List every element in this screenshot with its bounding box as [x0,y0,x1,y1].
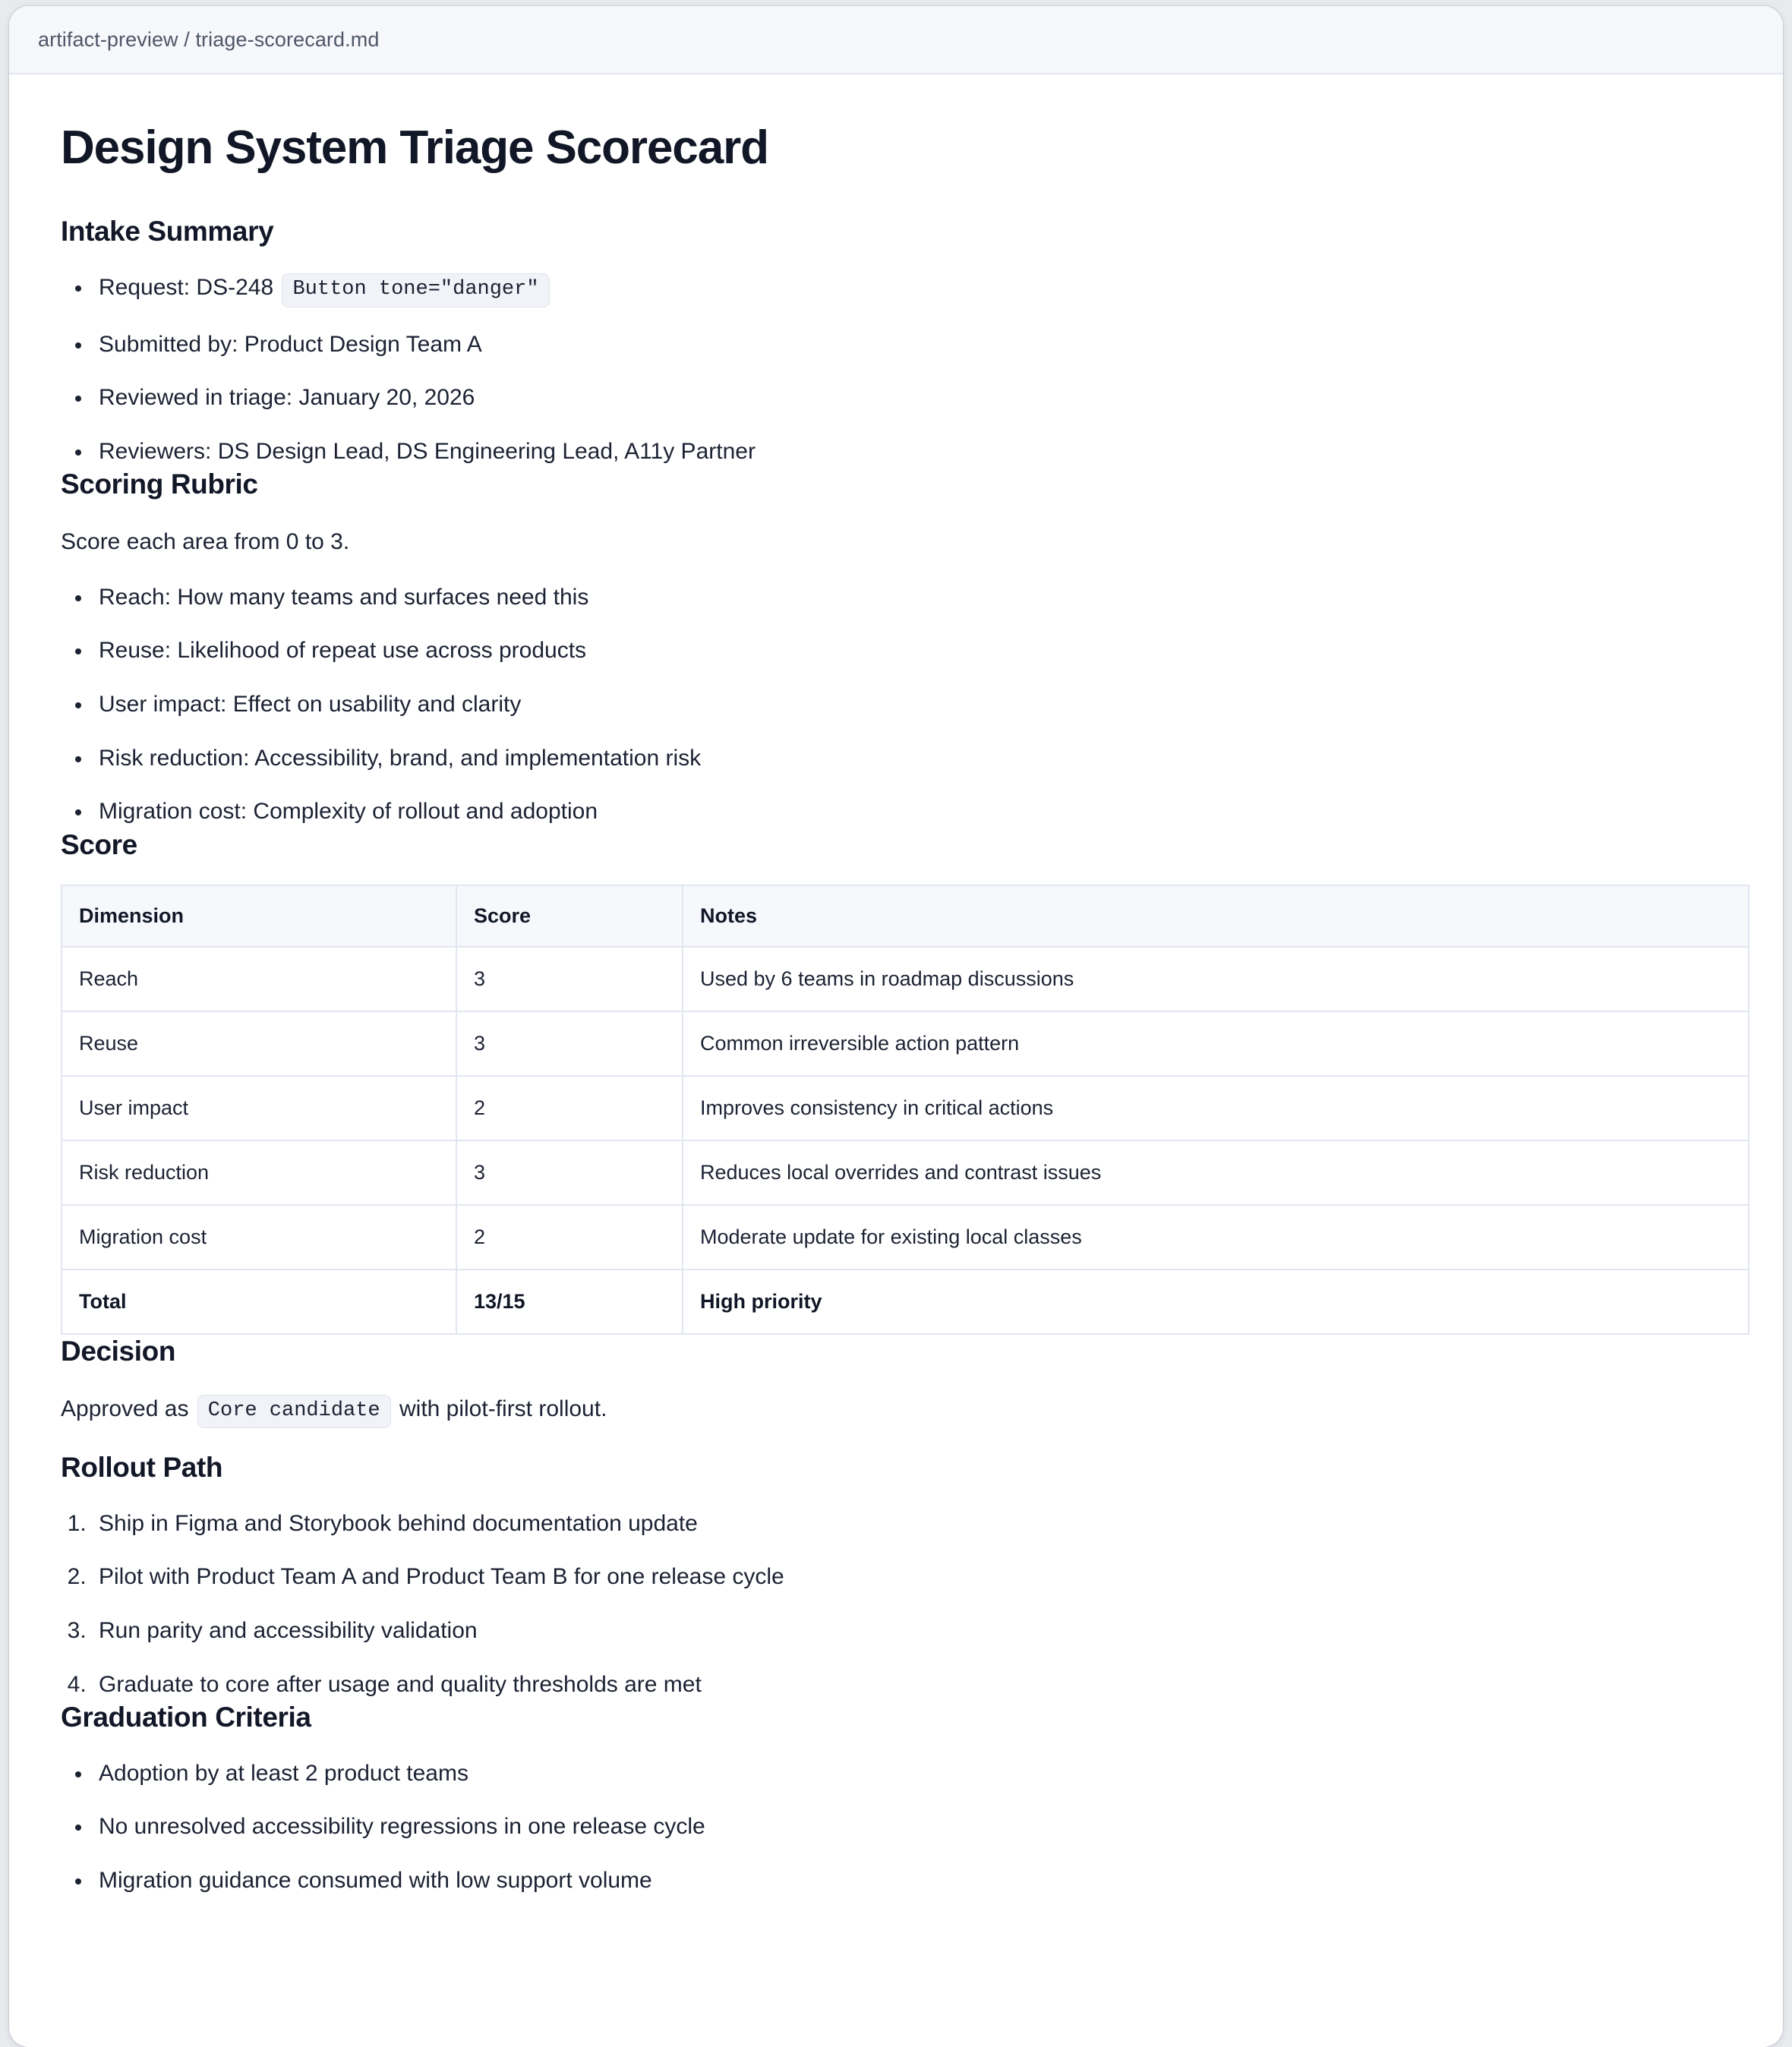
cell-dimension: Reach [62,947,456,1011]
cell-dimension: Reuse [62,1011,456,1076]
list-item: • Migration cost: Complexity of rollout and adoption [93,796,1736,828]
column-header-score: Score [456,885,683,947]
list-item: • Adoption by at least 2 product teams [93,1758,1736,1790]
score-table-body [62,947,1749,1334]
cell-notes: Moderate update for existing local classes [683,1205,1749,1270]
section-heading-rollout-path: Rollout Path [61,1452,223,1484]
cell-total-score: 13/15 [456,1270,683,1334]
cell-notes: Used by 6 teams in roadmap discussions [683,947,1749,1011]
cell-total-notes: High priority [683,1270,1749,1334]
table-header-row [62,885,1749,947]
list-item: 4. Graduate to core after usage and quality thresholds are met [93,1669,1736,1702]
titlebar [9,6,1783,74]
cell-dimension: User impact [62,1076,456,1140]
list-item: • No unresolved accessibility regressions in one release cycle [93,1811,1736,1844]
list-item: • Reach: How many teams and surfaces need this [93,582,1736,614]
cell-score: 3 [456,1011,683,1076]
score-table-head [62,885,1749,947]
list-item: • User impact: Effect on usability and clarity [93,689,1736,721]
list-item: • Reviewers: DS Design Lead, DS Engineering Lead, A11y Partner [93,436,1736,468]
list-item-text: Request: DS-248 [99,274,274,300]
score-table [61,885,1749,1335]
cell-dimension: Migration cost [62,1205,456,1270]
section-heading-intake-summary: Intake Summary [61,216,274,248]
inline-code-chip: Button tone="danger" [282,273,549,308]
column-header-dimension: Dimension [62,885,456,947]
page-title: Design System Triage Scorecard [61,121,768,174]
breadcrumb: artifact-preview / triage-scorecard.md [38,27,380,51]
list-item: • Submitted by: Product Design Team A [93,329,1736,361]
cell-notes: Improves consistency in critical actions [683,1076,1749,1140]
list-item: • Reviewed in triage: January 20, 2026 [93,382,1736,415]
table-row-total [62,1270,1749,1334]
rubric-intro-text: Score each area from 0 to 3. [61,528,350,554]
table-row [62,1011,1749,1076]
section-heading-graduation-criteria: Graduation Criteria [61,1702,311,1733]
section-heading-scoring-rubric: Scoring Rubric [61,468,258,500]
table-row [62,1205,1749,1270]
list-item: 3. Run parity and accessibility validation [93,1615,1736,1648]
cell-notes: Common irreversible action pattern [683,1011,1749,1076]
list-item: • Migration guidance consumed with low support volume [93,1865,1736,1897]
list-item: • Risk reduction: Accessibility, brand, and implementation risk [93,743,1736,775]
scoring-rubric-list [61,582,1736,828]
intake-summary-list [61,272,1736,468]
cell-score: 3 [456,1140,683,1205]
cell-notes: Reduces local overrides and contrast issues [683,1140,1749,1205]
document-body [9,74,1783,1973]
list-item: • Reuse: Likelihood of repeat use across products [93,635,1736,667]
list-item: 2. Pilot with Product Team A and Product Team B for one release cycle [93,1561,1736,1594]
rollout-path-list [61,1508,1736,1701]
artifact-preview-card [9,6,1783,2047]
decision-text [61,1392,1736,1429]
cell-score: 3 [456,947,683,1011]
cell-score: 2 [456,1076,683,1140]
cell-score: 2 [456,1205,683,1270]
section-heading-decision: Decision [61,1336,176,1367]
list-item [93,272,1736,308]
table-row [62,1140,1749,1205]
table-row [62,1076,1749,1140]
graduation-criteria-list [61,1758,1736,1897]
section-heading-score: Score [61,828,137,860]
cell-total-label: Total [62,1270,456,1334]
column-header-notes: Notes [683,885,1749,947]
list-item: 1. Ship in Figma and Storybook behind documentation update [93,1508,1736,1541]
inline-code-chip-decision: Core candidate [197,1395,391,1429]
decision-prefix: Approved as [61,1396,189,1421]
decision-suffix: with pilot-first rollout. [399,1396,607,1421]
table-row [62,947,1749,1011]
cell-dimension: Risk reduction [62,1140,456,1205]
